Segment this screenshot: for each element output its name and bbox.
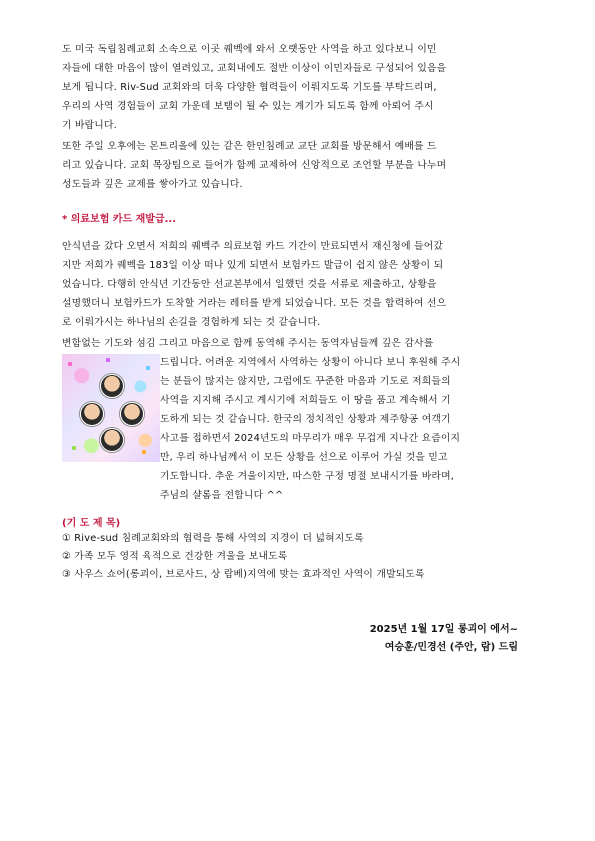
text-line: 지만 저희가 퀘벡을 183일 이상 떠나 있게 되면서 보험카드 발급이 쉽지 않은 상황이 되 [62,260,444,271]
text-line: 기도합니다. 추운 겨울이지만, 따스한 구정 명절 보내시기를 바라며, [160,471,455,482]
text-line: 또한 주일 오후에는 몬트리올에 있는 같은 한인침례교 교단 교회를 방문해서 예배를 드 [62,141,437,152]
text-line: 사역을 지지해 주시고 계시기에 저희들도 이 땅을 품고 계속해서 기 [160,395,451,406]
text-line: 드립니다. 어려운 지역에서 사역하는 상황이 아니다 보니 후원해 주시 [160,357,461,368]
section-heading-insurance: * 의료보험 카드 재발급... [62,214,177,225]
paragraph-insurance [62,237,528,332]
paragraph-thanks-first-line: 변함없는 기도와 섬김 그리고 마음으로 함께 동역해 주시는 동역자님들께 깊은 감사를 [62,338,434,349]
text-line: 도 미국 독립침례교회 소속으로 이곳 퀘벡에 와서 오랫동안 사역을 하고 있다보니 이민 [62,44,437,55]
text-line: 리고 있습니다. 교회 목장팀으로 들어가 함께 교제하여 신앙적으로 조언할 부분을 나누며 [62,160,447,171]
signature-date: 2025년 1월 17일 롱괴이 에서~ [369,624,518,635]
text-line: 도하게 되는 것 같습니다. 한국의 정치적인 상황과 제주항공 여객기 [160,414,451,425]
text-line: 사고를 접하면서 2024년도의 마무리가 매우 무겁게 지나간 요즘이지 [160,433,461,444]
text-line: 로 이뤄가시는 하나님의 손길을 경험하게 되는 것 같습니다. [62,317,321,328]
prayer-item: ① Rive-sud 침례교회와의 협력을 통해 사역의 지경이 더 넓혀지도록 [62,533,364,544]
person-icon [80,402,104,426]
text-line: 우리의 사역 경험들이 교회 가운데 보탬이 될 수 있는 계기가 되도록 함께 아뢰어 주시 [62,101,434,112]
person-icon [100,428,124,452]
person-icon [120,402,144,426]
signature-names: 여승훈/민경선 (주안, 람) 드림 [384,642,518,653]
text-line: 었습니다. 다행히 안식년 기간동안 선교본부에서 일했던 것을 서류로 제출하고, 상황을 [62,279,437,290]
paragraph-thanks-wrapped [160,353,528,505]
family-photo [62,354,160,462]
text-line: 는 분들이 많지는 않지만, 그럼에도 꾸준한 마음과 기도로 저희들의 [160,376,451,387]
text-line: 주님의 샬롬을 전합니다 ^^ [160,490,284,501]
person-icon [100,374,124,398]
prayer-item: ② 가족 모두 영적 육적으로 건강한 겨울을 보내도록 [62,551,288,562]
text-line: 성도들과 깊은 교제를 쌓아가고 있습니다. [62,179,243,190]
paragraph-sunday-worship [62,137,528,194]
text-line: 설명했더니 보험카드가 도착할 거라는 레터를 받게 되었습니다. 모든 것을 합력하여 선으 [62,298,447,309]
text-line: 안식년을 갔다 오면서 저희의 퀘벡주 의료보험 카드 기간이 만료되면서 재신청에 들어갔 [62,241,444,252]
paragraph-church-cooperation [62,40,528,135]
prayer-list [62,530,425,584]
text-line: 자들에 대한 마음이 많이 열려있고, 교회내에도 절반 이상이 이민자들로 구성되어 있음을 [62,63,447,74]
text-line: 보게 됩니다. Riv-Sud 교회와의 더욱 다양한 협력들이 이뤄지도록 기도를 부탁드리며, [62,82,437,93]
prayer-title: (기 도 제 목) [62,518,121,529]
text-line: 기 바랍니다. [62,120,117,131]
prayer-item: ③ 사우스 쇼어(롱괴이, 브로사드, 상 람베)지역에 맞는 효과적인 사역이 개발되도록 [62,569,425,580]
text-line: 만, 우리 하나님께서 이 모든 상황을 선으로 이루어 가실 것을 믿고 [160,452,448,463]
